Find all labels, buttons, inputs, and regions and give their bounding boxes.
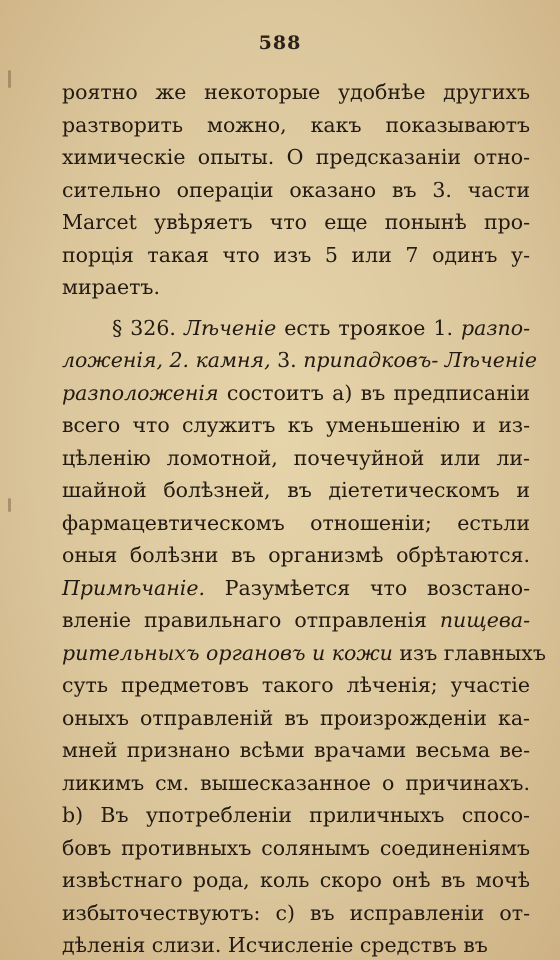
text-run: вленіе правильнаго отправленія [62,608,440,632]
text-line [62,864,530,897]
text-line [62,474,530,507]
text-run: сительно операціи оказано въ 3. части [62,177,530,202]
text-line [62,206,530,239]
text-run: шайной болѣзней, въ діететическомъ и [62,478,530,502]
italic-run: разпо- [461,315,530,340]
text-run: разтворить можно, какъ показываютъ [62,112,530,137]
text-line [62,669,530,702]
text-run: оныхъ отправленій въ произрожденіи ка- [62,705,530,730]
text-line [62,702,530,735]
text-line [62,344,538,377]
text-run: цѣленію ломотной, почечуйной или ли- [62,445,530,470]
text-run: ликимъ см. вышесказанное о причинахъ. [62,770,530,795]
text-line [62,442,530,475]
text-run: мней признано всѣми врачами весьма ве- [62,738,530,762]
text-line [62,604,530,637]
text-run: есть троякое 1. [276,315,461,340]
text-run: избыточествуютъ: с) въ исправленіи от- [62,900,530,925]
text-run: химическіе опыты. О предсказаніи отно- [62,145,530,169]
page-number: 588 [258,32,302,54]
text-line [62,312,530,345]
text-run: всего что служитъ къ уменьшенію и из- [62,413,530,437]
italic-run: Лѣченіе [183,315,277,340]
text-run: фармацевтическомъ отношеніи; естьли [62,510,530,535]
paragraph [62,76,530,304]
text-run: извѣстнаго рода, коль скоро онѣ въ мочѣ [62,868,530,892]
margin-mark [8,498,11,512]
text-line [62,409,530,442]
text-run: Marcet увѣряетъ что еще понынѣ про- [62,210,530,234]
text-line [62,271,530,304]
text-line [62,174,530,207]
text-run: роятно же некоторые удобнѣе другихъ [62,80,530,104]
text-run: 3. [270,348,304,372]
text-run: b) Въ употребленіи приличныхъ спосо- [62,803,530,827]
text-line [62,539,530,572]
text-line [62,929,530,960]
body-text [62,76,546,960]
text-run: состоитъ а) въ предписаніи [218,380,530,405]
text-run: изъ главныхъ [392,640,546,665]
text-line [62,507,530,540]
italic-run: рительныхъ органовъ и кожи [62,640,393,665]
text-line [62,572,530,605]
italic-run: разположенія [62,380,219,405]
text-line [62,767,530,800]
text-line [62,734,530,767]
text-run: суть предметовъ такого лѣченія; участіе [62,673,530,697]
italic-run: ложенія, 2. камня, [62,348,271,372]
text-run: порція такая что изъ 5 или 7 одинъ у- [62,242,530,267]
text-line [62,799,530,832]
text-run: бовъ противныхъ солянымъ соединеніямъ [62,835,530,860]
text-line [62,76,530,109]
text-line [62,377,530,410]
text-line [62,832,530,865]
text-line [62,239,530,272]
text-line [62,141,530,174]
paragraph [62,312,546,960]
text-line [62,637,546,670]
margin-mark [8,70,11,88]
text-run: оныя болѣзни въ организмѣ обрѣтаются. [62,543,530,567]
text-run: Разумѣется что возстано- [204,575,530,600]
text-run: мираетъ. [62,275,160,299]
italic-run: припадковъ- Лѣченіе [303,348,538,372]
text-run: дѣленія слизи. Исчисленіе средствъ въ [62,933,488,957]
italic-run: Примѣчаніе. [62,575,205,600]
italic-run: пищева- [439,608,530,632]
text-line [62,109,530,142]
text-run: § 326. [112,315,184,340]
text-line [62,897,530,930]
